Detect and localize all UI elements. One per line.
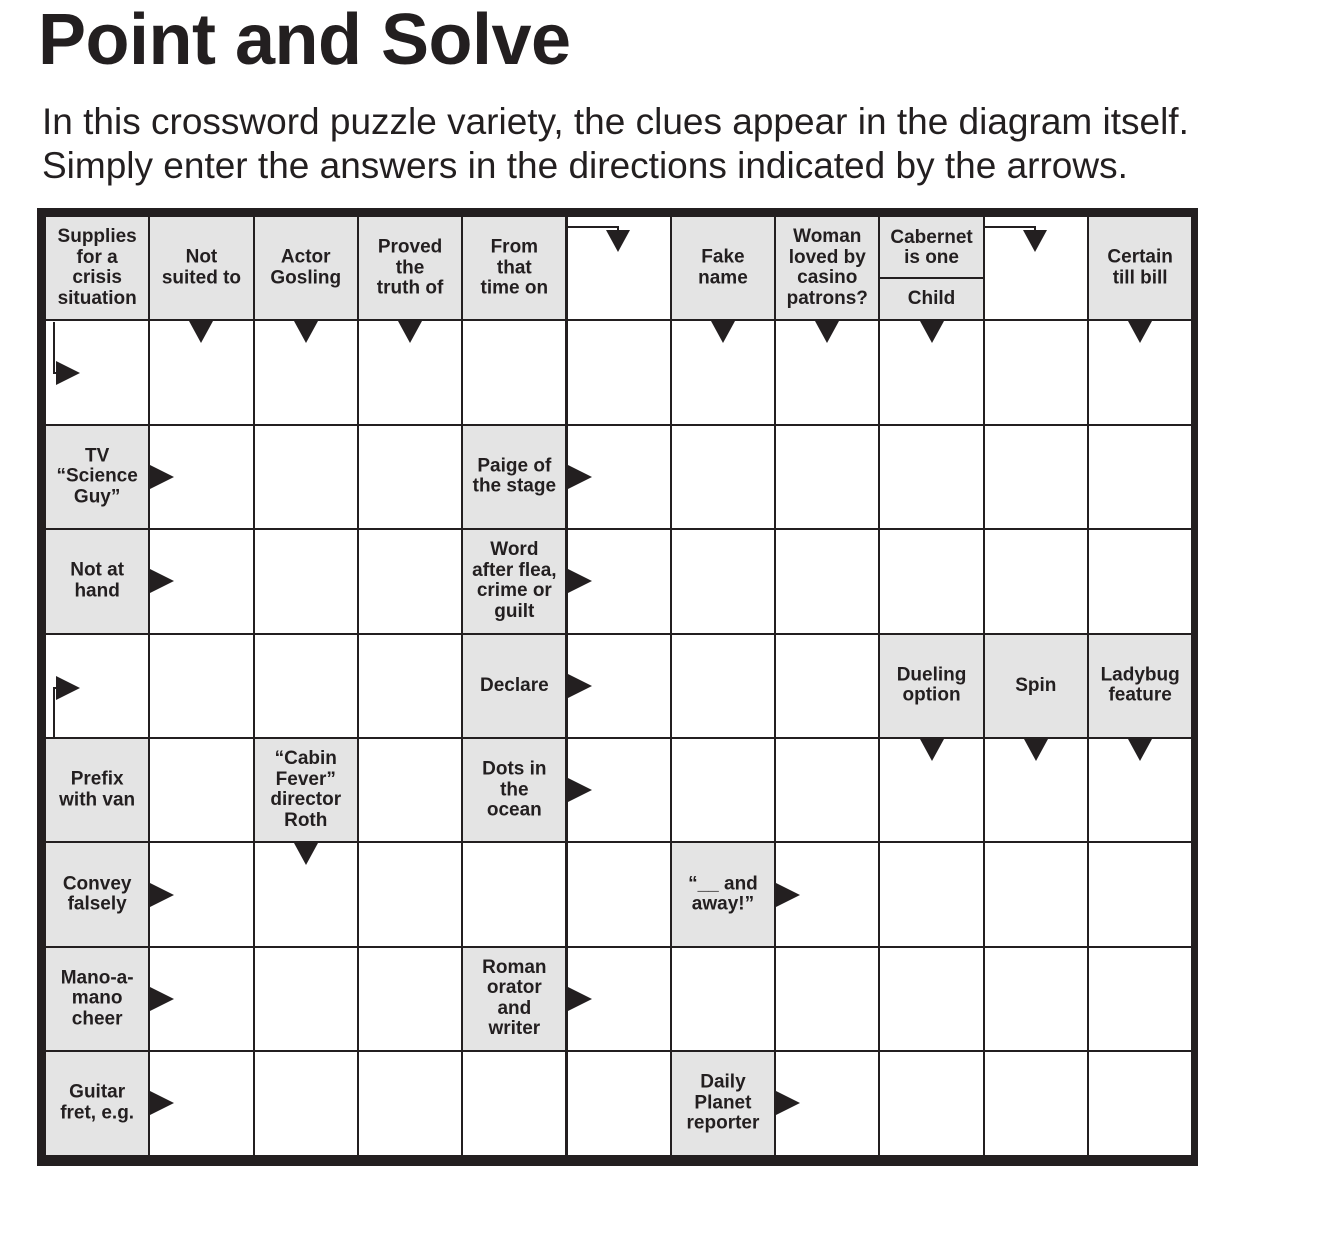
clue-text: Not at hand bbox=[70, 559, 125, 602]
clue-cell bbox=[46, 217, 148, 319]
bent-arrow-icon bbox=[56, 361, 80, 385]
answer-cell[interactable] bbox=[776, 739, 878, 841]
clue-cell bbox=[463, 948, 565, 1050]
bent-arrow-icon bbox=[606, 230, 630, 252]
clue-cell bbox=[672, 843, 774, 945]
answer-cell[interactable] bbox=[672, 530, 774, 632]
clue-cell bbox=[880, 217, 982, 319]
right-arrow-icon bbox=[150, 883, 174, 907]
answer-cell[interactable] bbox=[776, 635, 878, 737]
bent-arrow-icon bbox=[1023, 230, 1047, 252]
instructions bbox=[42, 100, 1189, 188]
bent-arrow-icon bbox=[56, 676, 80, 700]
answer-cell[interactable] bbox=[463, 1052, 565, 1154]
answer-cell[interactable] bbox=[880, 843, 982, 945]
instructions-line-1: In this crossword puzzle variety, the clues appear in the diagram itself. bbox=[42, 101, 1189, 142]
clue-cell bbox=[46, 739, 148, 841]
right-arrow-icon bbox=[150, 987, 174, 1011]
answer-cell[interactable] bbox=[672, 426, 774, 528]
answer-cell[interactable] bbox=[776, 530, 878, 632]
answer-cell[interactable] bbox=[672, 948, 774, 1050]
answer-cell[interactable] bbox=[359, 635, 461, 737]
right-arrow-icon bbox=[568, 674, 592, 698]
answer-cell[interactable] bbox=[1089, 1052, 1191, 1154]
clue-cell bbox=[46, 843, 148, 945]
down-arrow-icon bbox=[294, 321, 318, 343]
clue-text: Proved the truth of bbox=[376, 236, 444, 299]
page-title: Point and Solve bbox=[38, 0, 571, 80]
answer-cell[interactable] bbox=[880, 530, 982, 632]
clue-cell bbox=[463, 739, 565, 841]
down-arrow-icon bbox=[815, 321, 839, 343]
answer-cell[interactable] bbox=[463, 843, 565, 945]
answer-cell[interactable] bbox=[359, 530, 461, 632]
clue-cell bbox=[1089, 635, 1191, 737]
clue-cell bbox=[255, 739, 357, 841]
down-arrow-icon bbox=[294, 843, 318, 865]
answer-cell[interactable] bbox=[985, 321, 1087, 423]
clue-cell bbox=[672, 217, 774, 319]
clue-text: Daily Planet reporter bbox=[686, 1071, 760, 1134]
clue-text: Dueling option bbox=[896, 664, 967, 706]
clue-text: Declare bbox=[480, 674, 549, 696]
clue-text: Ladybug feature bbox=[1100, 664, 1180, 706]
right-arrow-icon bbox=[568, 778, 592, 802]
clue-text: From that time on bbox=[480, 236, 549, 299]
answer-cell[interactable] bbox=[359, 1052, 461, 1154]
down-arrow-icon bbox=[1128, 739, 1152, 761]
clue-cell bbox=[985, 635, 1087, 737]
answer-cell[interactable] bbox=[463, 321, 565, 423]
answer-cell[interactable] bbox=[568, 1052, 670, 1154]
clue-text: Woman loved by casino patrons? bbox=[786, 226, 868, 309]
answer-cell[interactable] bbox=[359, 426, 461, 528]
clue-cell bbox=[463, 530, 565, 632]
down-arrow-icon bbox=[1128, 321, 1152, 343]
right-arrow-icon bbox=[568, 987, 592, 1011]
answer-cell[interactable] bbox=[1089, 843, 1191, 945]
clue-cell bbox=[46, 426, 148, 528]
clue-cell bbox=[255, 217, 357, 319]
clue-text: Actor Gosling bbox=[270, 246, 342, 289]
right-arrow-icon bbox=[776, 1091, 800, 1115]
answer-cell[interactable] bbox=[568, 843, 670, 945]
crossword-grid bbox=[37, 208, 1198, 1166]
clue-text: Roman orator and writer bbox=[482, 956, 547, 1040]
clue-text: Convey falsely bbox=[62, 873, 132, 915]
answer-cell[interactable] bbox=[985, 1052, 1087, 1154]
right-arrow-icon bbox=[150, 465, 174, 489]
arrow-stem bbox=[985, 226, 1035, 228]
down-arrow-icon bbox=[920, 321, 944, 343]
answer-cell[interactable] bbox=[1089, 426, 1191, 528]
down-arrow-icon bbox=[189, 321, 213, 343]
answer-cell[interactable] bbox=[255, 1052, 357, 1154]
down-arrow-icon bbox=[711, 321, 735, 343]
answer-cell[interactable] bbox=[672, 635, 774, 737]
clue-text: Not suited to bbox=[161, 246, 242, 289]
answer-cell[interactable] bbox=[568, 321, 670, 423]
clue-cell bbox=[1089, 217, 1191, 319]
answer-cell[interactable] bbox=[1089, 530, 1191, 632]
right-arrow-icon bbox=[776, 883, 800, 907]
answer-cell[interactable] bbox=[359, 948, 461, 1050]
arrow-stem bbox=[53, 322, 55, 372]
clue-text: Certain till bill bbox=[1107, 246, 1173, 289]
down-arrow-icon bbox=[920, 739, 944, 761]
right-arrow-icon bbox=[150, 1091, 174, 1115]
answer-cell[interactable] bbox=[672, 739, 774, 841]
clue-cell bbox=[776, 217, 878, 319]
clue-cell bbox=[46, 948, 148, 1050]
down-arrow-icon bbox=[398, 321, 422, 343]
clue-text: Paige of the stage bbox=[472, 455, 557, 497]
clue-text: Word after flea, crime or guilt bbox=[472, 539, 557, 622]
answer-cell[interactable] bbox=[255, 530, 357, 632]
clue-text: TV “Science Guy” bbox=[56, 445, 138, 508]
right-arrow-icon bbox=[568, 465, 592, 489]
instructions-line-2: Simply enter the answers in the directions indicated by the arrows. bbox=[42, 145, 1128, 186]
answer-cell[interactable] bbox=[255, 948, 357, 1050]
answer-cell[interactable] bbox=[880, 426, 982, 528]
down-arrow-icon bbox=[1024, 739, 1048, 761]
answer-cell[interactable] bbox=[985, 843, 1087, 945]
right-arrow-icon bbox=[568, 569, 592, 593]
clue-cell bbox=[463, 635, 565, 737]
answer-cell[interactable] bbox=[880, 948, 982, 1050]
answer-cell[interactable] bbox=[985, 530, 1087, 632]
clue-cell bbox=[463, 217, 565, 319]
clue-text: Fake name bbox=[698, 246, 748, 289]
clue-text: “__ and away!” bbox=[688, 873, 758, 915]
clue-text: Supplies for a crisis situation bbox=[57, 226, 137, 309]
answer-cell[interactable] bbox=[255, 426, 357, 528]
answer-cell[interactable] bbox=[359, 843, 461, 945]
answer-cell[interactable] bbox=[359, 739, 461, 841]
clue-text: Cabernet is one bbox=[890, 226, 973, 268]
clue-cell bbox=[150, 217, 252, 319]
clue-text: “Cabin Fever” director Roth bbox=[270, 748, 342, 831]
clue-cell bbox=[880, 635, 982, 737]
answer-cell[interactable] bbox=[150, 739, 252, 841]
arrow-stem bbox=[53, 688, 55, 738]
answer-cell[interactable] bbox=[150, 635, 252, 737]
clue-text: Spin bbox=[1015, 674, 1057, 696]
clue-text: Dots in the ocean bbox=[482, 758, 547, 821]
answer-cell[interactable] bbox=[776, 948, 878, 1050]
clue-text: Prefix with van bbox=[59, 768, 136, 811]
clue-text: Child bbox=[880, 277, 982, 319]
answer-cell[interactable] bbox=[985, 948, 1087, 1050]
clue-cell bbox=[672, 1052, 774, 1154]
answer-cell[interactable] bbox=[985, 426, 1087, 528]
arrow-stem bbox=[568, 226, 618, 228]
answer-cell[interactable] bbox=[1089, 948, 1191, 1050]
clue-text: Guitar fret, e.g. bbox=[60, 1081, 135, 1124]
clue-text: Mano-a-mano cheer bbox=[60, 967, 134, 1030]
clue-cell bbox=[46, 530, 148, 632]
answer-cell[interactable] bbox=[776, 426, 878, 528]
clue-cell bbox=[463, 426, 565, 528]
answer-cell[interactable] bbox=[880, 1052, 982, 1154]
right-arrow-icon bbox=[150, 569, 174, 593]
clue-cell bbox=[46, 1052, 148, 1154]
clue-cell bbox=[359, 217, 461, 319]
answer-cell[interactable] bbox=[255, 635, 357, 737]
